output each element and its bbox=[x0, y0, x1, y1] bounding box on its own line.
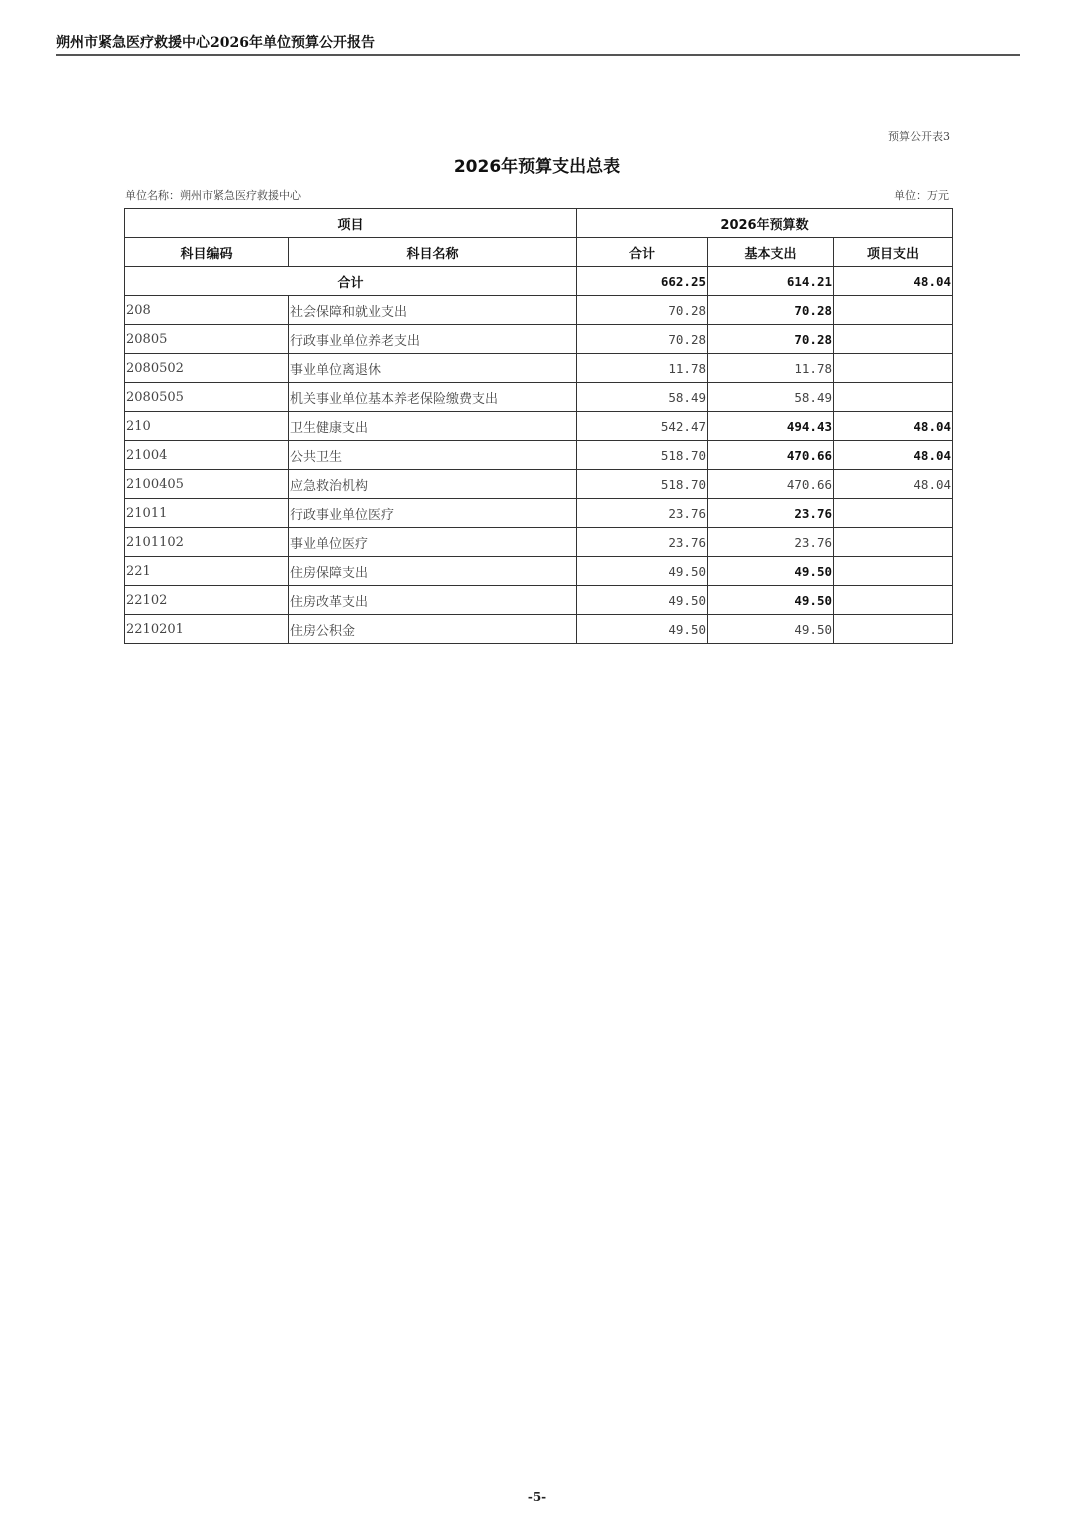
budget-expenditure-table bbox=[124, 208, 953, 644]
amount-project: 48.04 bbox=[834, 470, 953, 499]
account-code: 21004 bbox=[125, 441, 289, 470]
account-code: 21011 bbox=[125, 499, 289, 528]
amount-project bbox=[834, 528, 953, 557]
page-number: -5- bbox=[527, 1490, 547, 1504]
amount-basic: 470.66 bbox=[708, 470, 834, 499]
amount-basic: 23.76 bbox=[708, 499, 834, 528]
table-number-label: 预算公开表3 bbox=[888, 130, 950, 143]
account-name: 卫生健康支出 bbox=[289, 412, 577, 441]
table-row bbox=[125, 557, 953, 586]
table-row bbox=[125, 354, 953, 383]
table-row bbox=[125, 615, 953, 644]
column-header-total: 合计 bbox=[577, 238, 708, 267]
column-header-name: 科目名称 bbox=[289, 238, 577, 267]
amount-basic: 70.28 bbox=[708, 325, 834, 354]
column-header-project: 项目支出 bbox=[834, 238, 953, 267]
amount-total: 70.28 bbox=[577, 325, 708, 354]
total-project: 48.04 bbox=[834, 267, 953, 296]
amount-total: 518.70 bbox=[577, 441, 708, 470]
amount-project bbox=[834, 354, 953, 383]
table-row bbox=[125, 296, 953, 325]
amount-total: 23.76 bbox=[577, 528, 708, 557]
table-row bbox=[125, 383, 953, 412]
account-code: 2080505 bbox=[125, 383, 289, 412]
header-item: 项目 bbox=[125, 209, 577, 238]
currency-unit-label: 单位：万元 bbox=[894, 189, 949, 202]
table-row bbox=[125, 412, 953, 441]
amount-total: 518.70 bbox=[577, 470, 708, 499]
page-header bbox=[56, 30, 1020, 56]
amount-total: 23.76 bbox=[577, 499, 708, 528]
account-name: 公共卫生 bbox=[289, 441, 577, 470]
amount-total: 49.50 bbox=[577, 557, 708, 586]
account-name: 机关事业单位基本养老保险缴费支出 bbox=[289, 383, 577, 412]
table-row bbox=[125, 441, 953, 470]
amount-total: 58.49 bbox=[577, 383, 708, 412]
account-name: 住房公积金 bbox=[289, 615, 577, 644]
amount-total: 542.47 bbox=[577, 412, 708, 441]
amount-project: 48.04 bbox=[834, 412, 953, 441]
amount-basic: 70.28 bbox=[708, 296, 834, 325]
account-code: 20805 bbox=[125, 325, 289, 354]
account-name: 社会保障和就业支出 bbox=[289, 296, 577, 325]
account-code: 22102 bbox=[125, 586, 289, 615]
table-row bbox=[125, 470, 953, 499]
account-name: 事业单位医疗 bbox=[289, 528, 577, 557]
organization-label: 单位名称：朔州市紧急医疗救援中心 bbox=[125, 189, 301, 202]
account-code: 221 bbox=[125, 557, 289, 586]
column-header-basic: 基本支出 bbox=[708, 238, 834, 267]
amount-total: 11.78 bbox=[577, 354, 708, 383]
account-code: 210 bbox=[125, 412, 289, 441]
amount-project bbox=[834, 557, 953, 586]
column-header-code: 科目编码 bbox=[125, 238, 289, 267]
account-name: 住房改革支出 bbox=[289, 586, 577, 615]
account-code: 2101102 bbox=[125, 528, 289, 557]
amount-project bbox=[834, 586, 953, 615]
amount-basic: 470.66 bbox=[708, 441, 834, 470]
amount-basic: 23.76 bbox=[708, 528, 834, 557]
amount-project: 48.04 bbox=[834, 441, 953, 470]
account-name: 行政事业单位养老支出 bbox=[289, 325, 577, 354]
amount-basic: 58.49 bbox=[708, 383, 834, 412]
table-row bbox=[125, 499, 953, 528]
header-budget-amount: 2026年预算数 bbox=[577, 209, 953, 238]
total-label: 合计 bbox=[125, 267, 577, 296]
account-code: 2100405 bbox=[125, 470, 289, 499]
account-code: 208 bbox=[125, 296, 289, 325]
account-name: 应急救治机构 bbox=[289, 470, 577, 499]
total-row bbox=[125, 267, 953, 296]
table-header-row-2 bbox=[125, 238, 953, 267]
account-name: 行政事业单位医疗 bbox=[289, 499, 577, 528]
account-code: 2080502 bbox=[125, 354, 289, 383]
amount-project bbox=[834, 615, 953, 644]
amount-basic: 49.50 bbox=[708, 586, 834, 615]
report-header-title: 朔州市紧急医疗救援中心2026年单位预算公开报告 bbox=[56, 35, 375, 51]
amount-total: 70.28 bbox=[577, 296, 708, 325]
table-header-row-1 bbox=[125, 209, 953, 238]
total-basic: 614.21 bbox=[708, 267, 834, 296]
amount-basic: 11.78 bbox=[708, 354, 834, 383]
account-code: 2210201 bbox=[125, 615, 289, 644]
account-name: 事业单位离退休 bbox=[289, 354, 577, 383]
table-row bbox=[125, 325, 953, 354]
amount-project bbox=[834, 296, 953, 325]
amount-project bbox=[834, 383, 953, 412]
amount-total: 49.50 bbox=[577, 615, 708, 644]
amount-project bbox=[834, 499, 953, 528]
unit-info-line bbox=[125, 187, 951, 203]
table-title: 2026年预算支出总表 bbox=[453, 157, 621, 177]
amount-total: 49.50 bbox=[577, 586, 708, 615]
account-name: 住房保障支出 bbox=[289, 557, 577, 586]
table-row bbox=[125, 528, 953, 557]
amount-project bbox=[834, 325, 953, 354]
total-sum: 662.25 bbox=[577, 267, 708, 296]
amount-basic: 49.50 bbox=[708, 615, 834, 644]
table-row bbox=[125, 586, 953, 615]
amount-basic: 494.43 bbox=[708, 412, 834, 441]
amount-basic: 49.50 bbox=[708, 557, 834, 586]
